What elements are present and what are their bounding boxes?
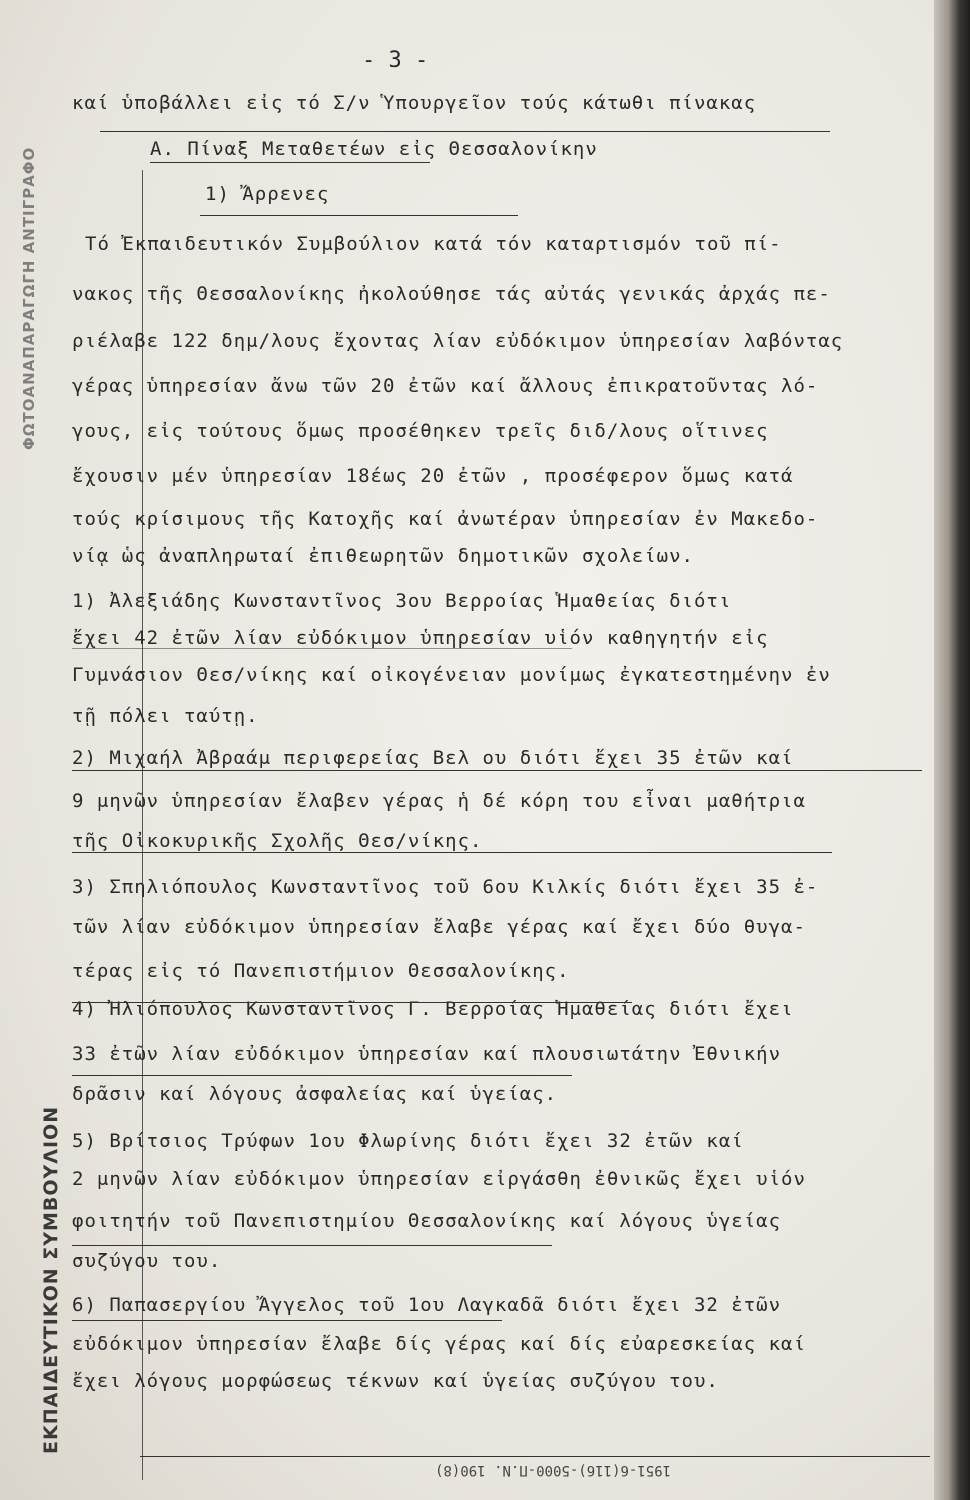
body-line: ἔχουσιν μέν ὑπηρεσίαν 18έως 20 ἐτῶν , προσέφερον ὅμως κατά: [72, 465, 794, 487]
body-line: νίᾳ ὡς ἀναπληρωταί ἐπιθεωρητῶν δημοτικῶν σχολείων.: [72, 545, 694, 567]
body-line: 9 μηνῶν ὑπηρεσίαν ἔλαβεν γέρας ἡ δέ κόρη του εἶναι μαθήτρια: [72, 790, 806, 812]
bottom-rule: [140, 1456, 930, 1457]
intro-line: καί ὑποβάλλει εἰς τό Σ/ν Ὑπουργεῖον τούς κάτωθι πίνακας: [72, 92, 757, 114]
page-number: - 3 -: [362, 48, 429, 73]
body-line: ριέλαβε 122 δημ/λους ἔχοντας λίαν εὐδόκιμον ὑπηρεσίαν λαβόντας: [72, 330, 844, 352]
council-stamp: ΕΚΠΑΙΔΕΥΤΙΚΟΝ ΣΥΜΒΟΥΛΙΟΝ: [40, 1105, 62, 1455]
body-line: 1) Ἀλεξιάδης Κωνσταντῖνος 3ου Βερροίας Ἡμαθείας διότι: [72, 590, 732, 612]
body-line: 5) Βρίτσιος Τρύφων 1ου Φλωρίνης διότι ἔχει 32 ἐτῶν καί: [72, 1130, 744, 1152]
body-line: 6) Παπασεργίου Ἄγγελος τοῦ 1ου Λαγκαδᾶ διότι ἔχει 32 ἐτῶν: [72, 1294, 782, 1316]
body-line: Τό Ἐκπαιδευτικόν Συμβούλιον κατά τόν καταρτισμόν τοῦ πί-: [85, 233, 782, 255]
heading-underline: [150, 162, 430, 163]
subheading-rule: [200, 215, 518, 216]
body-line: 33 ἐτῶν λίαν εὐδόκιμον ὑπηρεσίαν καί πλουσιωτάτην Ἐθνικήν: [72, 1043, 782, 1065]
entry-rule: [72, 770, 922, 771]
body-line: Γυμνάσιον Θεσ/νίκης καί οἰκογένειαν μονίμως ἐγκατεστημένην ἐν: [72, 664, 831, 686]
body-line: γέρας ὑπηρεσίαν ἄνω τῶν 20 ἐτῶν καί ἄλλους ἐπικρατοῦντας λό-: [72, 375, 819, 397]
subheading: 1) Ἄρρενες: [205, 183, 330, 205]
entry-rule: [72, 852, 832, 853]
print-code: 1951-6(116)-5000-Π.Ν. 190(8): [435, 1462, 672, 1478]
left-stamp: ΦΩΤΟΑΝΑΠΑΡΑΓΩΓΗ ΑΝΤΙΓΡΑΦΟ: [20, 146, 38, 450]
body-line: 3) Σπηλιόπουλος Κωνσταντῖνος τοῦ 6ου Κιλκίς διότι ἔχει 35 ἐ-: [72, 876, 819, 898]
table-heading: Α. Πίναξ Μεταθετέων εἰς Θεσσαλονίκην: [150, 138, 598, 160]
entry-rule: [72, 1075, 572, 1076]
margin-rule: [142, 170, 143, 1480]
body-line: τῆς Οἰκοκυρικῆς Σχολῆς Θεσ/νίκης.: [72, 830, 483, 852]
body-line: τούς κρίσιμους τῆς Κατοχῆς καί ἀνωτέραν ὑπηρεσίαν ἐν Μακεδο-: [72, 508, 819, 530]
body-line: φοιτητήν τοῦ Πανεπιστημίου Θεσσαλονίκης καί λόγους ὑγείας: [72, 1210, 782, 1232]
body-line: 4) Ἠλιόπουλος Κωνσταντῖνος Γ. Βερροίας Ἡμαθείας διότι ἔχει: [72, 998, 794, 1020]
entry-rule: [72, 1245, 552, 1246]
body-line: 2) Μιχαήλ Ἀβραάμ περιφερείας Βελ ου διότι ἔχει 35 ἐτῶν καί: [72, 747, 794, 769]
body-line: νακος τῆς Θεσσαλονίκης ἠκολούθησε τάς αὐτάς γενικάς ἀρχάς πε-: [72, 283, 831, 305]
body-line: εὐδόκιμον ὑπηρεσίαν ἔλαβε δίς γέρας καί δίς εὐαρεσκείας καί: [72, 1333, 806, 1355]
entry-rule: [72, 1320, 502, 1321]
body-line: τέρας εἰς τό Πανεπιστήμιον Θεσσαλονίκης.: [72, 960, 570, 982]
scan-edge: [934, 0, 970, 1500]
entry-rule: [72, 648, 572, 649]
entry-rule: [72, 1002, 632, 1003]
body-line: ἔχει 42 ἐτῶν λίαν εὐδόκιμον ὑπηρεσίαν υἱόν καθηγητήν εἰς: [72, 627, 769, 649]
body-line: γους, εἰς τούτους ὅμως προσέθηκεν τρεῖς διδ/λους οἵτινες: [72, 420, 769, 442]
body-line: τῇ πόλει ταύτῃ.: [72, 705, 259, 727]
heading-rule: [100, 131, 830, 132]
body-line: ἔχει λόγους μορφώσεως τέκνων καί ὑγείας συζύγου του.: [72, 1370, 719, 1392]
body-line: δρᾶσιν καί λόγους ἀσφαλείας καί ὑγείας.: [72, 1083, 558, 1105]
body-line: συζύγου του.: [72, 1250, 222, 1272]
body-line: 2 μηνῶν λίαν εὐδόκιμον ὑπηρεσίαν εἰργάσθη ἐθνικῶς ἔχει υἱόν: [72, 1168, 806, 1190]
body-line: τῶν λίαν εὐδόκιμον ὑπηρεσίαν ἔλαβε γέρας καί ἔχει δύο θυγα-: [72, 916, 806, 938]
